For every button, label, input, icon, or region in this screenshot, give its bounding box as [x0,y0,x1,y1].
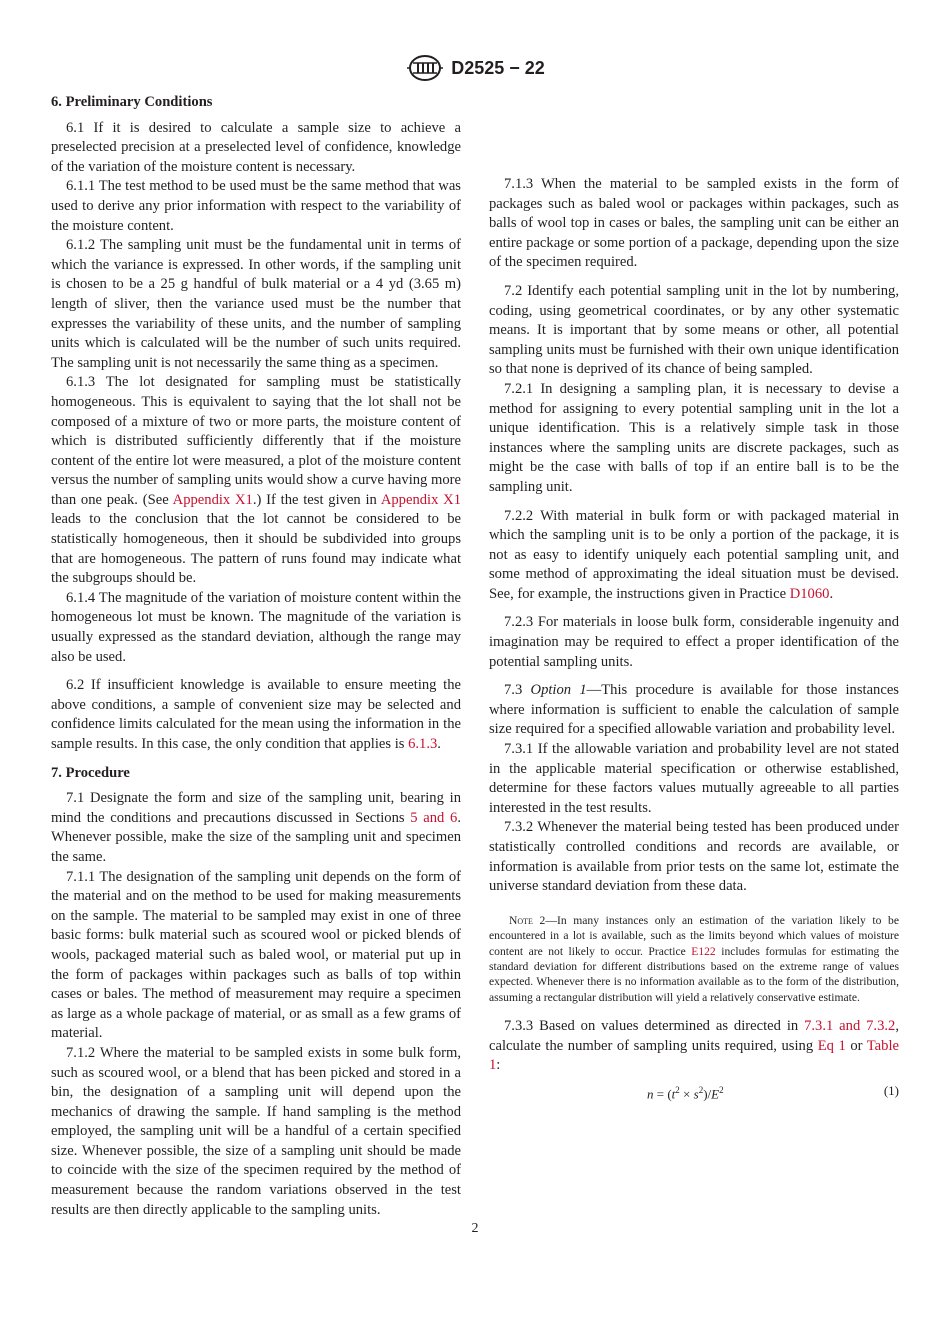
para-7-1-2: 7.1.2 Where the material to be sampled exists in some bulk form, such as scoured wool, or a blend that has been picked and stored in a bin, the designation of a sampling unit will depend upon the mechanics of drawing the sample. If hand sampling is the method employed, the sampling unit will be a handful of a certain specified size. Whenever possible, the size of a sampling unit should be made to coincide with the size of the specimen required by the method of measurement because the random variations observed in the test results are then directly applicable to the sampling units. [51,1044,461,1218]
appendix-x1-link-2[interactable]: Appendix X1 [380,491,462,508]
section-6-heading: 6. Preliminary Conditions [51,94,213,110]
para-7-3: 7.3 Option 1—This procedure is available for those instances where information is sufficient to enable the calculation of sample size required for a specified allowable variation and probability level. [489,682,899,738]
page-header [0,53,950,83]
table-1-link[interactable]: Table 1 [489,1037,899,1074]
section-6-1-3-link[interactable]: 6.1.3 [408,736,438,752]
para-7-3-2: 7.3.2 Whenever the material being tested has been produced under statistically controlled conditions and records are available, or information is available from prior tests on the same lot, estimate the universe standard deviation from these data. [489,819,899,895]
para-7-3-1: 7.3.1 If the allowable variation and probability level are not stated in the applicable material specification or otherwise established, determine for these factors values mutually agreeable to all parties interested in the test results. [489,741,899,816]
section-7-heading: 7. Procedure [51,764,130,781]
para-6-1-2: 6.1.2 The sampling unit must be the fundamental unit in terms of which the variance is expressed. In other words, if the sampling unit is chosen to be a 25 g handful of bulk material or a 4 yd (3.65 m) length of sliver, then the variance used must be the number that expresses the variability of these units, and the number of sampling units which is calculated will be the number of such units required. The sampling unit is not necessarily the same thing as a specimen. [51,237,461,371]
e122-link[interactable]: E122 [691,944,716,958]
sections-5-and-6-link[interactable]: 5 and 6 [410,809,458,826]
note-2: Note 2—In many instances only an estimation of the variation likely to be encountered in a lot is available, such as the limits beyond which values of moisture content are not likely to occur. Practice E122 includes formulas for estimating the standard deviation for different distributions based on the extreme range of values expected. Whenever there is no information available as to the form of the distribution, assuming a rectangular distribution will yield a relatively conservative estimate. [489,913,900,1004]
para-7-2-1: 7.2.1 In designing a sampling plan, it is necessary to devise a method for assigning to every potential sampling unit in the lot a unique identification. This is a relatively simple task in those instances where the sampling units are discrete packages, such as might be the case with balls of top if an entire ball is to be the sampling unit. [489,380,899,495]
eq-1-link[interactable]: Eq 1 [817,1037,846,1054]
para-7-1-2-continued-wrapper [489,93,899,175]
para-7-1-1: 7.1.1 The designation of the sampling unit depends on the form of the material and on the method to be used for making measurements on the sample. The material to be sampled may exist in one of three basic forms: bulk material such as scoured wool or picked blends of wools, packaged material such as baled wool, or material put up in the form of packages within packages such as balls of top within cases or bales. The method of measurement may require a specimen as large as a whole package of material, or as small as a few grams of material. [51,868,461,1042]
page-number: 2 [471,1221,479,1236]
equation-formula: $n = (t^2 \times s^2)/E^2$ [647,1085,724,1102]
para-6-1-3: 6.1.3 The lot designated for sampling must be statistically homogeneous. This is equivalent to saying that the lot shall not be composed of a mixture of two or more parts, the moisture content of which is distributed sufficiently differently that if the moisture content of the entire lot were measured, a plot of the moisture content versus the number of sampling units would show a curve having more than one peak. (See Appendix X1.) If the test given in Appendix X1 leads to the conclusion that the lot cannot be considered to be statistically homogeneous, then it should be subdivided into groups that are homogeneous. The pattern of runs found may indicate what the subgroups should be. [51,374,462,587]
para-6-1-1: 6.1.1 The test method to be used must be the same method that was used to derive any prior information with respect to the variability of the moisture content. [51,178,461,234]
para-7-2: 7.2 Identify each potential sampling unit in the lot by numbering, coding, using geometrical coordinates, or by any other systematic means. It is important that by some means or other, all potential sampling units must be furnished with their own unique identification so that none is deprived of its chance of being sampled. [489,282,899,378]
para-6-1: 6.1 If it is desired to calculate a sample size to achieve a preselected precision at a preselected level of confidence, knowledge of the variation of the moisture content is necessary. [51,119,461,175]
equation-number: (1) [883,1083,899,1098]
equation-1 [489,1079,899,1101]
para-6-1-4: 6.1.4 The magnitude of the variation of moisture content within the homogeneous lot must be known. The magnitude of the variation is usually expressed as the standard deviation, although the range may also be used. [51,589,461,665]
para-7-2-2: 7.2.2 With material in bulk form or with packaged material in which the sampling unit is to be only a portion of the package, it is not as easy to identify uniquely each potential sampling unit, and some method of approximating the ideal situation must be devised. See, for example, the instructions given in Practice D1060. [489,507,899,602]
astm-logo-icon [405,54,445,82]
para-7-1-3: 7.1.3 When the material to be sampled exists in the form of packages such as baled wool or packages within packages, such as balls of wool top in cases or bales, the sampling unit can be either an entire package or some portion of a package, depending upon the size of the specimen required. [489,176,899,271]
left-column [51,93,461,1318]
sections-7-3-1-and-7-3-2-link[interactable]: 7.3.1 and 7.3.2 [804,1018,896,1035]
para-7-2-3: 7.2.3 For materials in loose bulk form, considerable ingenuity and imagination may be required to effect a proper identification of the potential sampling units. [489,614,899,670]
right-column [489,93,899,1101]
para-6-2: 6.2 If insufficient knowledge is available to ensure meeting the above conditions, a sample of convenient size may be selected and confidence limits calculated for the mean using the information in the sample results. In this case, the only condition that applies is 6.1.3. [51,677,461,752]
document-designation: D2525 − 22 [451,57,545,78]
appendix-x1-link[interactable]: Appendix X1 [172,491,253,508]
para-7-3-3: 7.3.3 Based on values determined as directed in 7.3.1 and 7.3.2, calculate the number of sampling units required, using Eq 1 or Table 1: [489,1018,899,1074]
d1060-link[interactable]: D1060 [789,585,830,602]
para-7-1: 7.1 Designate the form and size of the sampling unit, bearing in mind the conditions and precautions discussed in Sections 5 and 6. Whenever possible, make the size of the sampling unit and specimen the same. [51,790,461,865]
